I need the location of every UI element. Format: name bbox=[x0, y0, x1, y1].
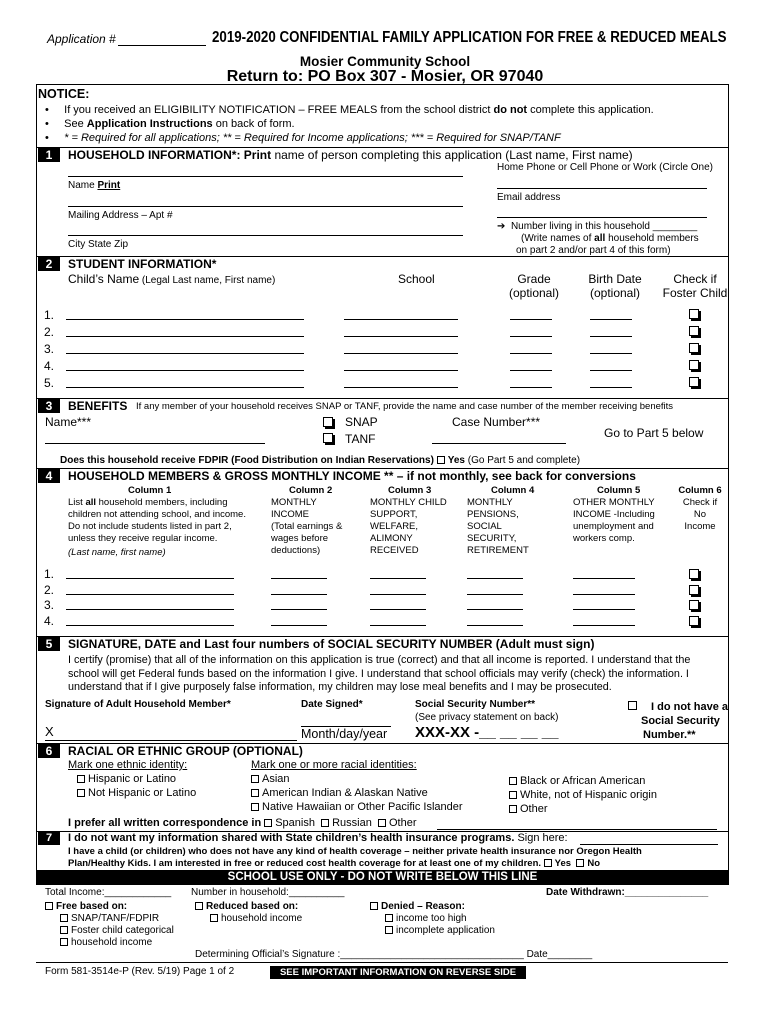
foster-header: Check if Foster Child bbox=[662, 272, 728, 300]
total-income-field[interactable]: Total Income:____________ bbox=[45, 887, 172, 898]
child-support-field[interactable] bbox=[370, 625, 426, 626]
notice-item-1: • If you received an ELIGIBILITY NOTIFICATION – FREE MEALS from the school district do not complete this application. bbox=[45, 104, 654, 116]
member-row-number: 2. bbox=[44, 583, 55, 597]
foster-categorical-checkbox[interactable] bbox=[60, 926, 68, 934]
incomplete-checkbox[interactable] bbox=[385, 926, 393, 934]
free-based-option[interactable]: Free based on: bbox=[45, 901, 127, 912]
foster-option[interactable]: Foster child categorical bbox=[60, 925, 174, 936]
denied-checkbox[interactable] bbox=[370, 902, 378, 910]
goto-part-5: Go to Part 5 below bbox=[604, 426, 704, 440]
foster-child-checkbox[interactable] bbox=[689, 343, 699, 353]
hawaiian-option[interactable]: Native Hawaiian or Other Pacific Islander bbox=[251, 801, 463, 813]
section-7-title: I do not want my information shared with State children’s health insurance programs. Sign here: bbox=[68, 832, 568, 844]
signature-x: X bbox=[45, 724, 54, 739]
section-6-number: 6 bbox=[38, 744, 60, 758]
spanish-checkbox[interactable] bbox=[264, 819, 272, 827]
section-7-signature-field[interactable] bbox=[580, 844, 718, 845]
ethnic-label: Mark one ethnic identity: bbox=[68, 759, 188, 771]
phone-field[interactable] bbox=[497, 188, 707, 189]
return-address: Return to: PO Box 307 - Mosier, OR 97040 bbox=[226, 68, 544, 85]
correspondence-preference: I prefer all written correspondence in Spanish Russian Other bbox=[68, 817, 417, 829]
school-use-banner: SCHOOL USE ONLY - DO NOT WRITE BELOW THIS LINE bbox=[36, 870, 729, 885]
student-grade-field[interactable] bbox=[510, 370, 552, 371]
city-field[interactable] bbox=[68, 235, 463, 236]
denied-option[interactable]: Denied – Reason: bbox=[370, 901, 465, 912]
student-name-field[interactable] bbox=[66, 319, 304, 320]
date-format-label: Month/day/year bbox=[301, 727, 388, 741]
other-language-checkbox[interactable] bbox=[378, 819, 386, 827]
pensions-field[interactable] bbox=[467, 578, 523, 579]
no-income-checkbox[interactable] bbox=[689, 569, 699, 579]
certification-text: I certify (promise) that all of the information on this application is true (correct) and that all income is reported. I understand that the school will get Federal funds based on the information I give. I understand that school officials may verify (check) the information. I understand that if I give purposely false information, my children may lose meal benefits and I may be prosecuted. bbox=[68, 654, 691, 693]
section-2-number: 2 bbox=[38, 257, 60, 271]
hispanic-checkbox[interactable] bbox=[77, 775, 85, 783]
signature-field[interactable] bbox=[45, 740, 297, 741]
column-4-header: Column 4 MONTHLY PENSIONS, SOCIAL SECURITY, RETIREMENT bbox=[467, 485, 535, 556]
form-border-right bbox=[728, 84, 729, 879]
amind-option[interactable]: American Indian & Alaskan Native bbox=[251, 787, 428, 799]
foster-child-checkbox[interactable] bbox=[689, 377, 699, 387]
tanf-label: TANF bbox=[345, 432, 376, 446]
section-5-title: SIGNATURE, DATE and Last four numbers of SOCIAL SECURITY NUMBER (Adult must sign) bbox=[68, 637, 595, 651]
snap-tanf-option[interactable]: SNAP/TANF/FDPIR bbox=[60, 913, 159, 924]
other-race-checkbox[interactable] bbox=[509, 805, 517, 813]
member-row-number: 3. bbox=[44, 598, 55, 612]
reverse-side-banner: SEE IMPORTANT INFORMATION ON REVERSE SIDE bbox=[270, 966, 526, 979]
reduced-based-option[interactable]: Reduced based on: bbox=[195, 901, 298, 912]
russian-checkbox[interactable] bbox=[321, 819, 329, 827]
foster-child-checkbox[interactable] bbox=[689, 360, 699, 370]
no-ssn-label-3: Number.** bbox=[643, 729, 696, 741]
monthly-income-field[interactable] bbox=[271, 625, 327, 626]
student-birth-date-field[interactable] bbox=[590, 319, 632, 320]
form-border-left bbox=[36, 84, 37, 879]
white-option[interactable]: White, not of Hispanic origin bbox=[509, 789, 657, 801]
case-number-label: Case Number*** bbox=[452, 415, 541, 429]
health-coverage-note: I have a child (or children) who does not have any kind of health coverage – neither private health insurance nor Oregon Health bbox=[68, 846, 642, 857]
household-income-checkbox[interactable] bbox=[60, 938, 68, 946]
arrow-right-icon: ➔ bbox=[497, 221, 506, 232]
white-checkbox[interactable] bbox=[509, 791, 517, 799]
birth-date-header: Birth Date (optional) bbox=[588, 272, 642, 300]
section-4-number: 4 bbox=[38, 469, 60, 483]
privacy-note: (See privacy statement on back) bbox=[415, 712, 559, 723]
benefits-name-label: Name*** bbox=[45, 415, 92, 429]
other-income-field[interactable] bbox=[573, 578, 635, 579]
not-hispanic-option[interactable]: Not Hispanic or Latino bbox=[77, 787, 196, 799]
other-language-field[interactable] bbox=[437, 829, 717, 830]
asian-option[interactable]: Asian bbox=[251, 773, 290, 785]
student-name-field[interactable] bbox=[66, 370, 304, 371]
student-name-field[interactable] bbox=[66, 387, 304, 388]
pensions-field[interactable] bbox=[467, 609, 523, 610]
member-name-field[interactable] bbox=[66, 625, 234, 626]
form-number: Form 581-3514e-P (Rev. 5/19) Page 1 of 2 bbox=[45, 966, 235, 977]
child-name-header: Child’s Name (Legal Last name, First name) bbox=[68, 272, 276, 286]
section-4-title: HOUSEHOLD MEMBERS & GROSS MONTHLY INCOME ** – if not monthly, see back for conversions bbox=[68, 469, 636, 483]
school-header: School bbox=[398, 272, 435, 286]
notice-item-3: • * = Required for all applications; ** = Required for Income applications; *** = Required for SNAP/TANF bbox=[45, 132, 561, 144]
child-support-field[interactable] bbox=[370, 609, 426, 610]
student-row-number: 4. bbox=[44, 359, 55, 373]
no-income-checkbox[interactable] bbox=[689, 616, 699, 626]
hawaiian-checkbox[interactable] bbox=[251, 803, 259, 811]
number-in-household-field[interactable]: Number in household:__________ bbox=[191, 887, 345, 898]
student-birth-date-field[interactable] bbox=[590, 353, 632, 354]
student-name-field[interactable] bbox=[66, 353, 304, 354]
section-7-number: 7 bbox=[38, 832, 60, 845]
household-income-option[interactable]: household income bbox=[60, 937, 152, 948]
student-grade-field[interactable] bbox=[510, 353, 552, 354]
notice-heading: NOTICE: bbox=[38, 87, 90, 101]
child-support-field[interactable] bbox=[370, 578, 426, 579]
student-school-field[interactable] bbox=[344, 370, 458, 371]
pensions-field[interactable] bbox=[467, 625, 523, 626]
column-1-header: Column 1 List all household members, including children not attending school, and income. Do not include students listed in part 2, unless they receive regular income. (Last name, first name) bbox=[68, 485, 246, 558]
column-5-header: Column 5 OTHER MONTHLY INCOME -Including unemployment and workers comp. bbox=[573, 485, 655, 544]
reduced-household-income-option[interactable]: household income bbox=[210, 913, 302, 924]
black-option[interactable]: Black or African American bbox=[509, 775, 645, 787]
student-row-number: 5. bbox=[44, 376, 55, 390]
student-birth-date-field[interactable] bbox=[590, 336, 632, 337]
section-6-title: RACIAL OR ETHNIC GROUP (OPTIONAL) bbox=[68, 744, 303, 758]
student-row-number: 3. bbox=[44, 342, 55, 356]
student-school-field[interactable] bbox=[344, 387, 458, 388]
student-birth-date-field[interactable] bbox=[590, 387, 632, 388]
snap-checkbox[interactable] bbox=[323, 417, 333, 427]
free-based-checkbox[interactable] bbox=[45, 902, 53, 910]
number-living-label: ➔ Number living in this household ________ bbox=[497, 221, 698, 232]
column-2-header: Column 2 MONTHLY INCOME (Total earnings & wages before deductions) bbox=[271, 485, 343, 556]
notice-item-2: • See Application Instructions on back of form. bbox=[45, 118, 295, 130]
student-row-number: 1. bbox=[44, 308, 55, 322]
section-1-title: HOUSEHOLD INFORMATION*: Print name of person completing this application (Last name, First name) bbox=[68, 148, 633, 162]
hispanic-option[interactable]: Hispanic or Latino bbox=[77, 773, 176, 785]
case-number-field[interactable] bbox=[432, 443, 566, 444]
member-name-field[interactable] bbox=[66, 609, 234, 610]
mailing-label: Mailing Address – Apt # bbox=[68, 210, 173, 221]
grade-header: Grade (optional) bbox=[508, 272, 560, 300]
school-name: Mosier Community School bbox=[299, 54, 471, 69]
other-income-field[interactable] bbox=[573, 609, 635, 610]
fdpir-question: Does this household receive FDPIR (Food Distribution on Indian Reservations) Yes (Go Part 5 and complete) bbox=[60, 455, 581, 466]
other-income-field[interactable] bbox=[573, 594, 635, 595]
application-number-label: Application # bbox=[47, 32, 116, 46]
other-race-option[interactable]: Other bbox=[509, 803, 548, 815]
monthly-income-field[interactable] bbox=[271, 594, 327, 595]
other-income-field[interactable] bbox=[573, 625, 635, 626]
student-grade-field[interactable] bbox=[510, 387, 552, 388]
email-label: Email address bbox=[497, 192, 561, 203]
mailing-field[interactable] bbox=[68, 206, 463, 207]
application-number-field[interactable] bbox=[118, 45, 206, 46]
student-birth-date-field[interactable] bbox=[590, 370, 632, 371]
form-title: 2019-2020 CONFIDENTIAL FAMILY APPLICATION FOR FREE & REDUCED MEALS bbox=[212, 29, 727, 46]
fdpir-yes-checkbox[interactable] bbox=[437, 456, 445, 464]
tanf-checkbox[interactable] bbox=[323, 433, 333, 443]
student-grade-field[interactable] bbox=[510, 336, 552, 337]
ssn-format[interactable]: XXX-XX -__ __ __ __ bbox=[415, 724, 559, 741]
health-yes-checkbox[interactable] bbox=[544, 859, 552, 867]
student-row-number: 2. bbox=[44, 325, 55, 339]
no-ssn-label-2: Social Security bbox=[641, 715, 720, 727]
no-income-checkbox[interactable] bbox=[689, 585, 699, 595]
section-1-number: 1 bbox=[38, 148, 60, 162]
member-name-field[interactable] bbox=[66, 594, 234, 595]
member-name-field[interactable] bbox=[66, 578, 234, 579]
no-income-checkbox[interactable] bbox=[689, 600, 699, 610]
signature-label: Signature of Adult Household Member* bbox=[45, 699, 231, 710]
write-names-note: (Write names of all household members bbox=[521, 233, 699, 244]
column-6-header: Column 6 Check if No Income bbox=[678, 485, 722, 532]
amind-checkbox[interactable] bbox=[251, 789, 259, 797]
student-name-field[interactable] bbox=[66, 336, 304, 337]
student-school-field[interactable] bbox=[344, 353, 458, 354]
black-checkbox[interactable] bbox=[509, 777, 517, 785]
no-ssn-label: I do not have a bbox=[651, 701, 729, 713]
date-withdrawn-field[interactable]: Date Withdrawn:_______________ bbox=[546, 887, 709, 898]
section-3-number: 3 bbox=[38, 399, 60, 413]
member-row-number: 1. bbox=[44, 567, 55, 581]
name-label: Name Print bbox=[68, 180, 121, 191]
member-row-number: 4. bbox=[44, 614, 55, 628]
too-high-checkbox[interactable] bbox=[385, 914, 393, 922]
child-support-field[interactable] bbox=[370, 594, 426, 595]
monthly-income-field[interactable] bbox=[271, 578, 327, 579]
snap-label: SNAP bbox=[345, 415, 378, 429]
phone-label: Home Phone or Cell Phone or Work (Circle One) bbox=[497, 162, 714, 173]
on-part-note: on part 2 and/or part 4 of this form) bbox=[516, 245, 671, 256]
incomplete-option[interactable]: incomplete application bbox=[385, 925, 495, 936]
city-label: City State Zip bbox=[68, 239, 129, 250]
snap-tanf-checkbox[interactable] bbox=[60, 914, 68, 922]
asian-checkbox[interactable] bbox=[251, 775, 259, 783]
email-field[interactable] bbox=[497, 217, 707, 218]
foster-child-checkbox[interactable] bbox=[689, 326, 699, 336]
ssn-label: Social Security Number** bbox=[415, 699, 536, 710]
monthly-income-field[interactable] bbox=[271, 609, 327, 610]
health-coverage-question: Plan/Healthy Kids. I am interested in free or reduced cost health coverage for at least one of my children. Yes No bbox=[68, 858, 601, 869]
section-3-title: BENEFITS bbox=[68, 399, 128, 413]
race-label: Mark one or more racial identities: bbox=[251, 759, 417, 771]
health-no-checkbox[interactable] bbox=[576, 859, 584, 867]
date-signed-label: Date Signed* bbox=[301, 699, 363, 710]
determining-official-signature[interactable]: Determining Official’s Signature :_________________________________ Date________ bbox=[195, 949, 593, 960]
pensions-field[interactable] bbox=[467, 594, 523, 595]
name-field[interactable] bbox=[68, 176, 463, 177]
reduced-based-checkbox[interactable] bbox=[195, 902, 203, 910]
reduced-household-income-checkbox[interactable] bbox=[210, 914, 218, 922]
student-school-field[interactable] bbox=[344, 336, 458, 337]
benefits-name-field[interactable] bbox=[45, 443, 265, 444]
student-grade-field[interactable] bbox=[510, 319, 552, 320]
section-5-number: 5 bbox=[38, 637, 60, 651]
too-high-option[interactable]: income too high bbox=[385, 913, 467, 924]
section-2-title: STUDENT INFORMATION* bbox=[68, 257, 217, 271]
foster-child-checkbox[interactable] bbox=[689, 309, 699, 319]
not-hispanic-checkbox[interactable] bbox=[77, 789, 85, 797]
column-3-header: Column 3 MONTHLY CHILD SUPPORT, WELFARE, ALIMONY RECEIVED bbox=[370, 485, 447, 556]
student-school-field[interactable] bbox=[344, 319, 458, 320]
section-3-subtitle: If any member of your household receives SNAP or TANF, provide the name and case number of the member receiving benefits bbox=[136, 401, 674, 412]
no-ssn-checkbox[interactable] bbox=[628, 701, 637, 710]
